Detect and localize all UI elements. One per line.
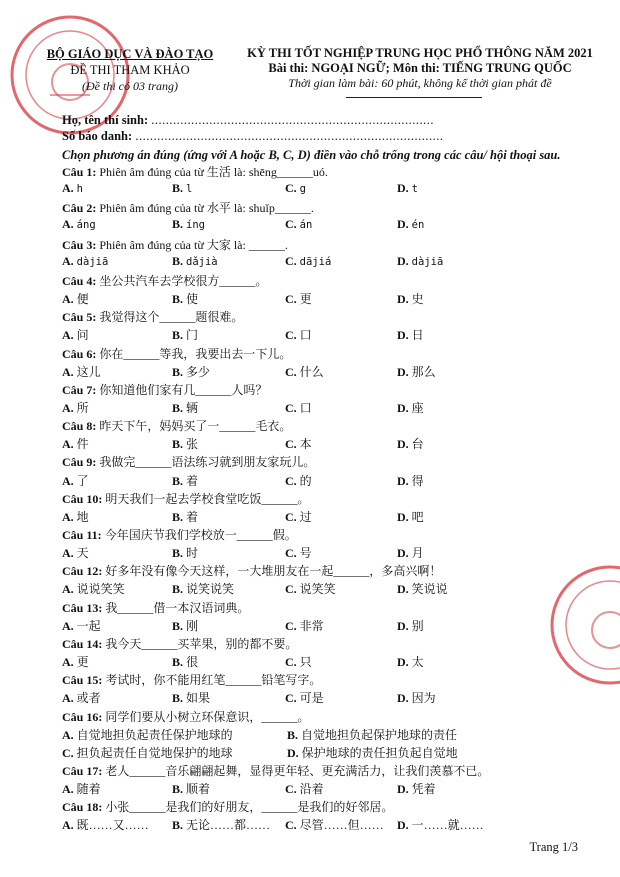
question-text: 我今天______买苹果，别的都不要。 <box>105 636 298 651</box>
question-1 <box>62 163 328 180</box>
question-6 <box>62 345 291 362</box>
option-d[interactable] <box>397 617 424 634</box>
option-letter: D. <box>397 400 409 415</box>
option-letter: D. <box>397 818 409 833</box>
question-8 <box>62 417 291 434</box>
option-text: 保护地球的责任担负起自觉地 <box>301 745 458 760</box>
exam-title: KỲ THI TỐT NGHIỆP TRUNG HỌC PHỔ THÔNG NĂM 2021 <box>247 46 593 60</box>
option-text: dàjiā <box>76 255 109 268</box>
candidate-id-label: Số báo danh: <box>62 129 133 143</box>
option-letter: B. <box>172 364 184 379</box>
option-d[interactable] <box>397 472 424 489</box>
page-count-note: (Đề thi có 03 trang) <box>82 79 178 93</box>
question-label: Câu 13: <box>62 600 103 615</box>
option-text: 吧 <box>411 509 424 524</box>
option-letter: A. <box>62 253 74 268</box>
option-d[interactable] <box>397 363 436 380</box>
option-text: 如果 <box>186 691 211 706</box>
option-text: 太 <box>411 655 424 670</box>
candidate-name-field[interactable] <box>62 113 434 128</box>
option-text: án <box>299 219 313 232</box>
option-c[interactable] <box>285 689 324 706</box>
option-d[interactable] <box>397 653 424 670</box>
option-text: 着 <box>186 473 199 488</box>
option-letter: A. <box>62 181 74 196</box>
question-text: 考试时，你不能用红笔______铅笔写字。 <box>105 673 322 688</box>
question-text: 你在______等我，我要出去一下儿。 <box>99 346 292 361</box>
option-a[interactable] <box>62 254 108 269</box>
option-a[interactable] <box>62 181 83 196</box>
option-letter: B. <box>172 782 184 797</box>
question-text: 我______借一本汉语词典。 <box>105 600 250 615</box>
option-text: 刚 <box>186 618 199 633</box>
option-letter: B. <box>172 582 184 597</box>
option-b[interactable] <box>287 726 457 743</box>
option-d[interactable] <box>287 744 458 761</box>
option-letter: D. <box>397 253 409 268</box>
option-d[interactable] <box>397 217 424 232</box>
option-letter: A. <box>62 782 74 797</box>
option-text: 口 <box>299 328 312 343</box>
option-a[interactable] <box>62 544 89 561</box>
option-text: 非常 <box>299 618 324 633</box>
option-text: 张 <box>186 437 199 452</box>
option-c[interactable] <box>285 290 312 307</box>
option-b[interactable] <box>172 181 192 196</box>
question-label: Câu 11: <box>62 528 102 542</box>
question-text: Phiên âm đúng của từ 水平 là: shuǐp______. <box>99 201 314 216</box>
header-right <box>245 46 595 91</box>
option-text: 沿着 <box>299 782 324 797</box>
option-letter: A. <box>62 400 74 415</box>
option-b[interactable] <box>172 653 198 670</box>
option-text: g <box>299 183 306 196</box>
option-letter: B. <box>172 473 184 488</box>
option-letter: D. <box>397 181 409 196</box>
option-text: áng <box>76 219 96 232</box>
option-text: 的 <box>299 473 312 488</box>
option-letter: A. <box>62 437 74 452</box>
option-b[interactable] <box>172 816 270 833</box>
option-b[interactable] <box>172 363 210 380</box>
option-text: 无论……都…… <box>186 818 271 833</box>
option-a[interactable] <box>62 290 89 307</box>
question-18 <box>62 798 393 815</box>
option-text: 着 <box>186 509 199 524</box>
option-c[interactable] <box>62 744 233 761</box>
option-letter: D. <box>397 328 409 343</box>
question-text: Phiên âm đúng của từ 大家 là: ______. <box>99 237 288 252</box>
option-text: 担负起责任自觉地保护的地球 <box>76 745 233 760</box>
option-letter: C. <box>285 509 297 524</box>
option-d[interactable] <box>397 326 424 343</box>
option-letter: C. <box>285 181 297 196</box>
question-7 <box>62 381 267 398</box>
option-letter: A. <box>62 328 74 343</box>
option-letter: C. <box>285 618 297 633</box>
option-letter: A. <box>62 655 74 670</box>
option-text: 一起 <box>76 618 101 633</box>
option-text: 史 <box>411 292 424 307</box>
question-17 <box>62 762 489 779</box>
option-c[interactable] <box>285 544 312 561</box>
option-text: 月 <box>411 546 424 561</box>
option-letter: C. <box>285 546 297 561</box>
option-c[interactable] <box>285 580 336 597</box>
option-b[interactable] <box>172 326 198 343</box>
option-letter: D. <box>397 473 409 488</box>
option-text: 顺着 <box>186 782 211 797</box>
option-text: 什么 <box>299 364 324 379</box>
option-letter: D. <box>397 691 409 706</box>
option-letter: B. <box>172 818 184 833</box>
option-b[interactable] <box>172 617 198 634</box>
question-15 <box>62 671 321 688</box>
option-letter: C. <box>285 217 297 232</box>
option-letter: C. <box>285 437 297 452</box>
option-letter: A. <box>62 618 74 633</box>
option-text: 时 <box>186 546 199 561</box>
option-c[interactable] <box>285 472 312 489</box>
option-b[interactable] <box>172 217 205 232</box>
option-d[interactable] <box>397 254 443 269</box>
option-text: 一……就…… <box>411 818 484 833</box>
option-a[interactable] <box>62 217 96 232</box>
option-text: 辆 <box>186 400 199 415</box>
option-letter: A. <box>62 546 74 561</box>
candidate-id-field[interactable] <box>62 129 443 144</box>
option-letter: B. <box>172 655 184 670</box>
question-text: 老人______音乐翩翩起舞，显得更年轻、更充满活力，让我们羡慕不已。 <box>105 763 490 778</box>
option-b[interactable] <box>172 580 234 597</box>
option-letter: B. <box>172 253 184 268</box>
option-text: 自觉地担负起保护地球的责任 <box>301 727 458 742</box>
option-text: 所 <box>76 400 89 415</box>
question-text: 我觉得这个______题很难。 <box>99 310 244 325</box>
option-c[interactable] <box>285 435 312 452</box>
option-letter: B. <box>172 437 184 452</box>
question-12 <box>62 562 441 579</box>
official-stamp-margin <box>545 560 620 690</box>
option-letter: A. <box>62 473 74 488</box>
option-letter: B. <box>172 217 184 232</box>
option-letter: B. <box>172 292 184 307</box>
option-letter: B. <box>172 400 184 415</box>
option-letter: B. <box>172 328 184 343</box>
option-b[interactable] <box>172 780 210 797</box>
question-label: Câu 1: <box>62 165 97 179</box>
option-text: 座 <box>411 400 424 415</box>
question-label: Câu 7: <box>62 382 97 397</box>
option-d[interactable] <box>397 508 424 525</box>
option-letter: C. <box>285 691 297 706</box>
option-text: 口 <box>299 400 312 415</box>
question-label: Câu 3: <box>62 237 97 252</box>
option-letter: A. <box>62 582 74 597</box>
option-letter: C. <box>285 818 297 833</box>
option-letter: B. <box>172 509 184 524</box>
option-text: 台 <box>411 437 424 452</box>
question-10 <box>62 490 309 507</box>
option-a[interactable] <box>62 472 89 489</box>
option-d[interactable] <box>397 689 436 706</box>
option-letter: B. <box>172 618 184 633</box>
option-text: dàjiā <box>411 255 444 268</box>
option-letter: C. <box>285 655 297 670</box>
option-letter: A. <box>62 818 74 833</box>
option-text: t <box>411 183 418 196</box>
exam-duration: Thời gian làm bài: 60 phút, không kể thời gian phát đề <box>288 76 552 90</box>
question-text: 今年国庆节我们学校放一______假。 <box>104 528 297 542</box>
option-letter: D. <box>397 546 409 561</box>
option-text: én <box>411 219 425 232</box>
option-c[interactable] <box>285 816 384 833</box>
question-text: 我做完______语法练习就到朋友家玩儿。 <box>99 455 316 470</box>
instruction: Chọn phương án đúng (ứng với A hoặc B, C, D) điền vào chỗ trống trong các câu/ hội thoại sau. <box>62 148 561 162</box>
option-d[interactable] <box>397 290 424 307</box>
question-2 <box>62 199 314 216</box>
option-text: 门 <box>186 328 199 343</box>
option-text: 更 <box>299 292 312 307</box>
option-letter: A. <box>62 364 74 379</box>
option-b[interactable] <box>172 399 198 416</box>
option-c[interactable] <box>285 399 312 416</box>
question-label: Câu 12: <box>62 564 103 579</box>
option-text: 因为 <box>411 691 436 706</box>
question-label: Câu 14: <box>62 636 103 651</box>
question-text: Phiên âm đúng của từ 生活 là: shēng______uó. <box>99 165 328 179</box>
option-text: l <box>186 183 193 196</box>
question-label: Câu 15: <box>62 673 103 688</box>
option-letter: D. <box>397 655 409 670</box>
option-text: 便 <box>76 292 89 307</box>
option-d[interactable] <box>397 580 448 597</box>
option-letter: C. <box>285 364 297 379</box>
option-letter: C. <box>285 400 297 415</box>
option-b[interactable] <box>172 472 198 489</box>
option-text: 笑说说 <box>411 582 448 597</box>
question-label: Câu 9: <box>62 455 97 470</box>
option-a[interactable] <box>62 816 149 833</box>
option-text: 或者 <box>76 691 101 706</box>
option-c[interactable] <box>285 780 324 797</box>
option-a[interactable] <box>62 363 101 380</box>
option-text: 号 <box>299 546 312 561</box>
question-label: Câu 4: <box>62 273 97 288</box>
option-a[interactable] <box>62 780 101 797</box>
option-letter: A. <box>62 691 74 706</box>
option-text: 更 <box>76 655 89 670</box>
option-text: 件 <box>76 437 89 452</box>
option-text: 随着 <box>76 782 101 797</box>
option-letter: B. <box>172 546 184 561</box>
option-text: 本 <box>299 437 312 452</box>
ministry-name: BỘ GIÁO DỤC VÀ ĐÀO TẠO <box>46 47 214 61</box>
option-letter: B. <box>172 181 184 196</box>
question-11 <box>62 526 297 543</box>
question-label: Câu 8: <box>62 419 97 434</box>
option-text: 既……又…… <box>76 818 149 833</box>
option-letter: D. <box>397 582 409 597</box>
question-label: Câu 18: <box>62 800 103 815</box>
option-letter: B. <box>172 691 184 706</box>
option-letter: D. <box>397 782 409 797</box>
option-letter: C. <box>285 473 297 488</box>
option-c[interactable] <box>285 653 312 670</box>
option-text: 地 <box>76 509 89 524</box>
exam-type: ĐỀ THI THAM KHẢO <box>70 63 190 77</box>
question-label: Câu 17: <box>62 763 103 778</box>
option-c[interactable] <box>285 181 306 196</box>
question-text: 好多年没有像今天这样，一大堆朋友在一起______，多高兴啊！ <box>105 564 442 579</box>
option-c[interactable] <box>285 326 312 343</box>
question-14 <box>62 635 297 652</box>
option-text: 可是 <box>299 691 324 706</box>
option-a[interactable] <box>62 689 101 706</box>
option-text: 只 <box>299 655 312 670</box>
header-divider <box>346 97 482 98</box>
option-b[interactable] <box>172 254 218 269</box>
question-text: 小张______是我们的好朋友，______是我们的好邻居。 <box>105 800 394 815</box>
question-text: 你知道他们家有几______人吗？ <box>99 382 268 397</box>
option-text: 说笑笑 <box>299 582 336 597</box>
option-text: 多少 <box>186 364 211 379</box>
option-a[interactable] <box>62 508 89 525</box>
option-text: 别 <box>411 618 424 633</box>
question-5 <box>62 308 243 325</box>
option-text: 问 <box>76 328 89 343</box>
option-letter: C. <box>62 745 74 760</box>
option-text: 很 <box>186 655 199 670</box>
option-text: 凭着 <box>411 782 436 797</box>
option-text: 过 <box>299 509 312 524</box>
option-text: 尽管……但…… <box>299 818 384 833</box>
option-letter: C. <box>285 292 297 307</box>
option-d[interactable] <box>397 399 424 416</box>
option-letter: D. <box>397 364 409 379</box>
option-text: 说笑说笑 <box>186 582 235 597</box>
question-text: 昨天下午，妈妈买了一______毛衣。 <box>99 419 292 434</box>
option-text: 那么 <box>411 364 436 379</box>
option-text: dājiá <box>299 255 332 268</box>
option-letter: A. <box>62 727 74 742</box>
option-a[interactable] <box>62 326 89 343</box>
option-a[interactable] <box>62 399 89 416</box>
option-text: 使 <box>186 292 199 307</box>
option-letter: D. <box>397 618 409 633</box>
option-text: 了 <box>76 473 89 488</box>
option-c[interactable] <box>285 363 324 380</box>
option-b[interactable] <box>172 689 210 706</box>
option-letter: A. <box>62 292 74 307</box>
option-letter: B. <box>287 727 299 742</box>
question-13 <box>62 599 249 616</box>
page-number: Trang 1/3 <box>529 840 578 854</box>
candidate-name-label: Họ, tên thí sinh: <box>62 113 149 127</box>
question-3 <box>62 236 288 253</box>
option-letter: C. <box>285 328 297 343</box>
option-d[interactable] <box>397 544 424 561</box>
question-label: Câu 10: <box>62 491 103 506</box>
question-text: 坐公共汽车去学校很方______。 <box>99 273 268 288</box>
option-b[interactable] <box>172 290 198 307</box>
option-c[interactable] <box>285 617 324 634</box>
option-a[interactable] <box>62 617 101 634</box>
option-c[interactable] <box>285 254 331 269</box>
candidate-id-dots: ..................................................................................... <box>135 129 444 143</box>
option-b[interactable] <box>172 544 198 561</box>
option-letter: D. <box>287 745 299 760</box>
option-d[interactable] <box>397 435 424 452</box>
candidate-name-dots: .............................................................................. <box>151 113 435 127</box>
option-letter: D. <box>397 437 409 452</box>
option-letter: C. <box>285 782 297 797</box>
option-c[interactable] <box>285 508 312 525</box>
exam-subject: Bài thi: NGOẠI NGỮ; Môn thi: TIẾNG TRUNG QUỐC <box>268 61 572 75</box>
option-text: 自觉地担负起责任保护地球的 <box>76 727 233 742</box>
option-letter: C. <box>285 582 297 597</box>
option-letter: C. <box>285 253 297 268</box>
option-b[interactable] <box>172 435 198 452</box>
option-letter: D. <box>397 217 409 232</box>
question-text: 同学们要从小树立环保意识，______。 <box>105 709 310 724</box>
option-d[interactable] <box>397 780 436 797</box>
option-text: 天 <box>76 546 89 561</box>
option-letter: D. <box>397 509 409 524</box>
option-a[interactable] <box>62 653 89 670</box>
option-text: íng <box>186 219 205 232</box>
option-letter: A. <box>62 217 74 232</box>
option-c[interactable] <box>285 217 312 232</box>
option-text: dǎjià <box>186 255 218 268</box>
option-text: h <box>76 183 83 196</box>
question-16 <box>62 708 309 725</box>
question-label: Câu 16: <box>62 709 103 724</box>
question-4 <box>62 272 267 289</box>
question-label: Câu 6: <box>62 346 97 361</box>
option-b[interactable] <box>172 508 198 525</box>
option-letter: D. <box>397 292 409 307</box>
question-9 <box>62 453 315 470</box>
option-a[interactable] <box>62 580 125 597</box>
option-letter: A. <box>62 509 74 524</box>
option-text: 这儿 <box>76 364 101 379</box>
option-text: 日 <box>411 328 424 343</box>
option-text: 说说笑笑 <box>76 582 125 597</box>
option-a[interactable] <box>62 435 89 452</box>
option-a[interactable] <box>62 726 233 743</box>
question-text: 明天我们一起去学校食堂吃饭______。 <box>105 491 310 506</box>
option-text: 得 <box>411 473 424 488</box>
header-left <box>30 46 230 94</box>
option-d[interactable] <box>397 181 418 196</box>
question-label: Câu 2: <box>62 201 97 216</box>
question-label: Câu 5: <box>62 310 97 325</box>
option-d[interactable] <box>397 816 484 833</box>
